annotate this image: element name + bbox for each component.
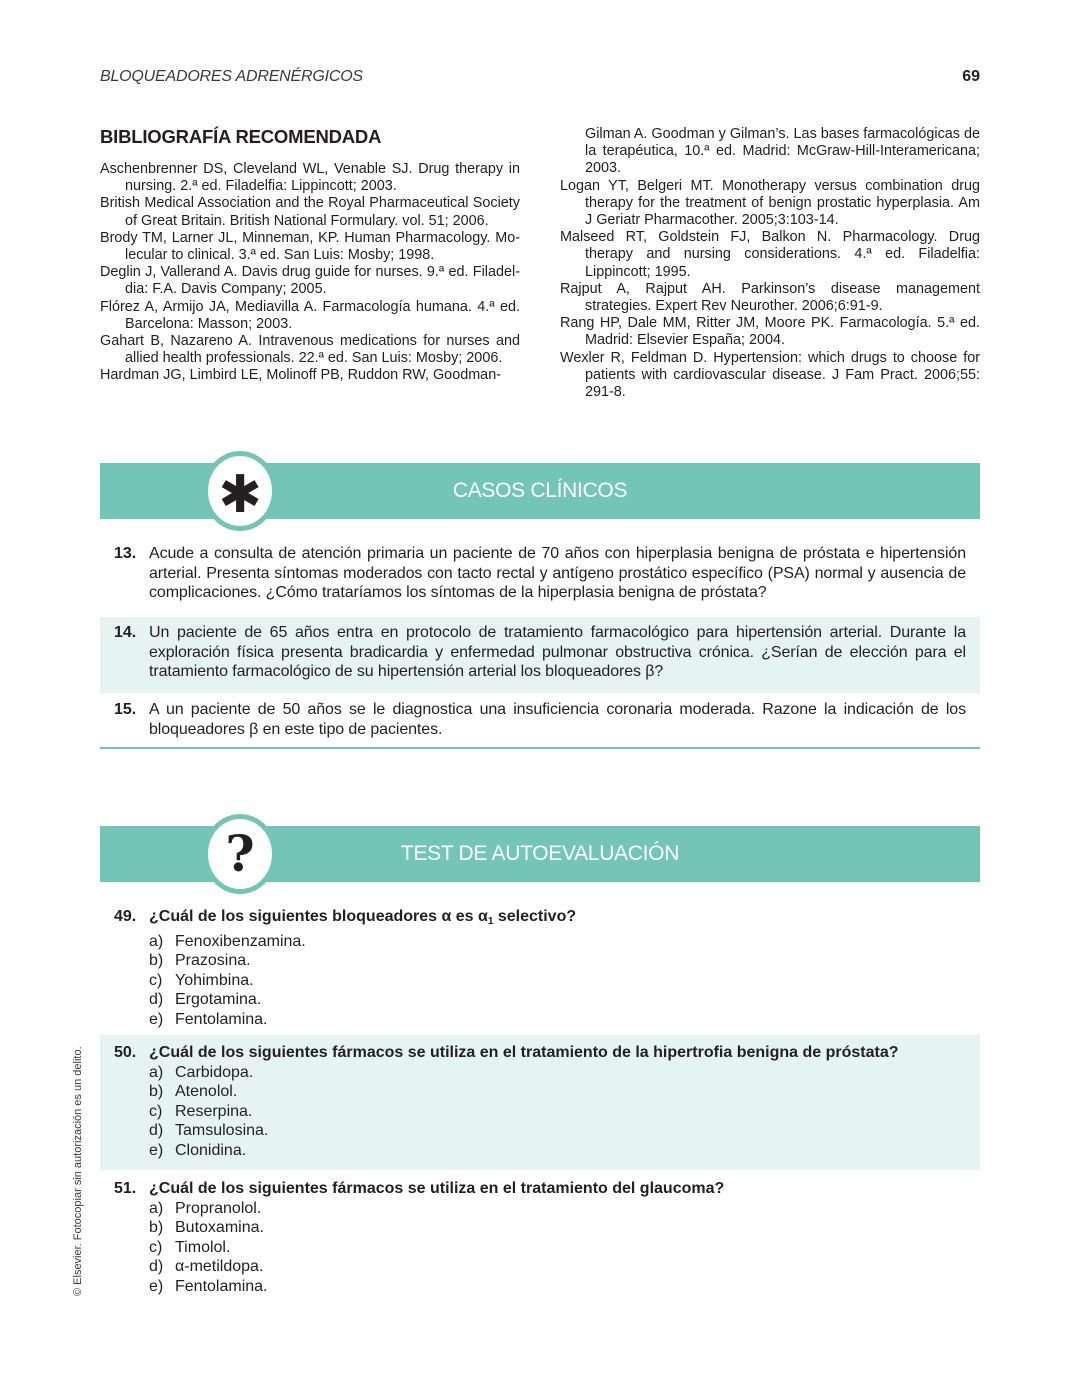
answer-option: c) Reserpina. [149,1102,253,1120]
answer-option: d) α-metildopa. [149,1258,264,1275]
section-divider [100,747,980,749]
running-head: BLOQUEADORES ADRENÉRGICOS [100,68,363,85]
clinical-case-item [100,617,980,693]
answer-option: b) Butoxamina. [149,1219,264,1236]
reference-item: Rajput A, Rajput AH. Parkinson’s disease management strategies. Expert Rev Neurother. 2006;6:91-9. [560,280,980,315]
test-question [100,1035,980,1170]
case-text: Un paciente de 65 años entra en protocolo de tratamiento farmacológico para hipertensión arterial. Durante la exploración física presenta bradicardia y enfermedad pulmonar obstructiva crónica. ¿Serían de elección para el tratamiento farmacológico de su hipertensión arterial los bloqueadores β? [149,624,966,680]
answer-option: a) Carbidopa. [149,1063,254,1081]
reference-item: Aschenbrenner DS, Cleveland WL, Venable SJ. Drug therapy in nursing. 2.ª ed. Filadelfia: Lippincott; 2003. [100,161,520,195]
bibliography-left-column [100,161,520,385]
reference-item: Rang HP, Dale MM, Ritter JM, Moore PK. Farmacología. 5.ª ed. Madrid: Elsevier España; 2004. [560,315,980,349]
clinical-cases-banner [100,463,980,525]
copyright-note: © Elsevier. Fotocopiar sin autorización es un delito. [72,1046,84,1296]
clinical-case-item [100,700,980,744]
test-question [100,907,980,1029]
answer-option: c) Yohimbina. [149,971,254,989]
self-test-banner [100,826,980,882]
clinical-cases-title: CASOS CLÍNICOS [452,479,628,502]
question-number: 50. [114,1044,137,1061]
case-text: A un paciente de 50 años se le diagnostica una insuficiencia coronaria moderada. Razone la indicación de los bloqueadores β en este tipo de pacientes. [149,701,966,738]
question-number: 49. [114,908,137,925]
answer-option: a) Propranolol. [149,1199,262,1217]
answer-option: e) Fentolamina. [149,1010,268,1028]
answer-option: e) Fentolamina. [149,1277,268,1295]
question-text: ¿Cuál de los siguientes bloqueadores α es $\alpha_1$ selectivo? [149,908,577,927]
question-mark-icon: ? [225,824,255,883]
asterisk-icon: ✱ [218,465,262,525]
reference-item: Malseed RT, Goldstein FJ, Balkon N. Pharmacology. Drug therapy and nursing considerations. 4.ª ed. Filadelfia: Lippincott; 1995. [560,229,981,280]
reference-item: Logan YT, Belgeri MT. Monotherapy versus combination drug therapy for the treatment of benign prostatic hyperplasia. Am J Geriatr Pharmacother. 2005;3:103-14. [560,177,980,229]
answer-option: d) Ergotamina. [149,991,262,1008]
case-number: 15. [114,701,137,718]
answer-option: c) Timolol. [149,1238,231,1256]
bibliography-title: BIBLIOGRAFÍA RECOMENDADA [100,126,382,147]
question-number: 51. [114,1180,137,1197]
case-number: 14. [114,624,137,641]
reference-item: Flórez A, Armijo JA, Mediavilla A. Farmacología humana. 4.ª ed. Barcelona: Masson; 2003. [100,298,520,332]
reference-item: Wexler R, Feldman D. Hypertension: which drugs to choose for patients with cardiovascular disease. J Fam Pract. 2006;55: 291-8. [560,349,980,401]
answer-option: a) Fenoxibenzamina. [149,932,306,950]
reference-item: Hardman JG, Limbird LE, Molinoff PB, Ruddon RW, Goodman- [100,367,501,384]
reference-item: Gahart B, Nazareno A. Intravenous medications for nurses and allied health professionals. 22.ª ed. San Luis: Mosby; 2006. [100,333,520,367]
reference-item: Deglin J, Vallerand A. Davis drug guide for nurses. 9.ª ed. Filadel-dia: F.A. Davis Company; 2005. [100,264,520,298]
answer-option: b) Prazosina. [149,952,251,969]
reference-item: British Medical Association and the Royal Pharmaceutical Society of Great Britain. British National Formulary. vol. 51; 2006. [100,195,520,229]
reference-item: Brody TM, Larner JL, Minneman, KP. Human Pharmacology. Mo-lecular to clinical. 3.ª ed. San Luis: Mosby; 1998. [100,229,520,264]
answer-option: b) Atenolol. [149,1083,238,1100]
case-number: 13. [114,545,137,562]
answer-option: d) Tamsulosina. [149,1122,269,1139]
test-question [100,1179,980,1296]
self-test-title: TEST DE AUTOEVALUACIÓN [400,842,680,865]
question-text: ¿Cuál de los siguientes fármacos se utiliza en el tratamiento del glaucoma? [149,1180,725,1197]
clinical-case-item [100,544,980,608]
bibliography-right-column [560,126,980,401]
case-text: Acude a consulta de atención primaria un paciente de 70 años con hiperplasia benigna de próstata e hipertensión arterial. Presenta síntomas moderados con tacto rectal y antígeno prostático específico (PSA) normal y ausencia de complicaciones. ¿Cómo trataríamos los síntomas de la hiperplasia benigna de próstata? [149,545,966,601]
page-number: 69 [962,68,980,85]
reference-item-continuation: Gilman A. Goodman y Gilman’s. Las bases farmacológicas de la terapéutica, 10.ª ed. Madrid: McGraw-Hill-Interamericana; 2003. [585,126,980,177]
answer-option: e) Clonidina. [149,1141,247,1159]
question-text: ¿Cuál de los siguientes fármacos se utiliza en el tratamiento de la hipertrofia benigna de próstata? [149,1044,899,1061]
